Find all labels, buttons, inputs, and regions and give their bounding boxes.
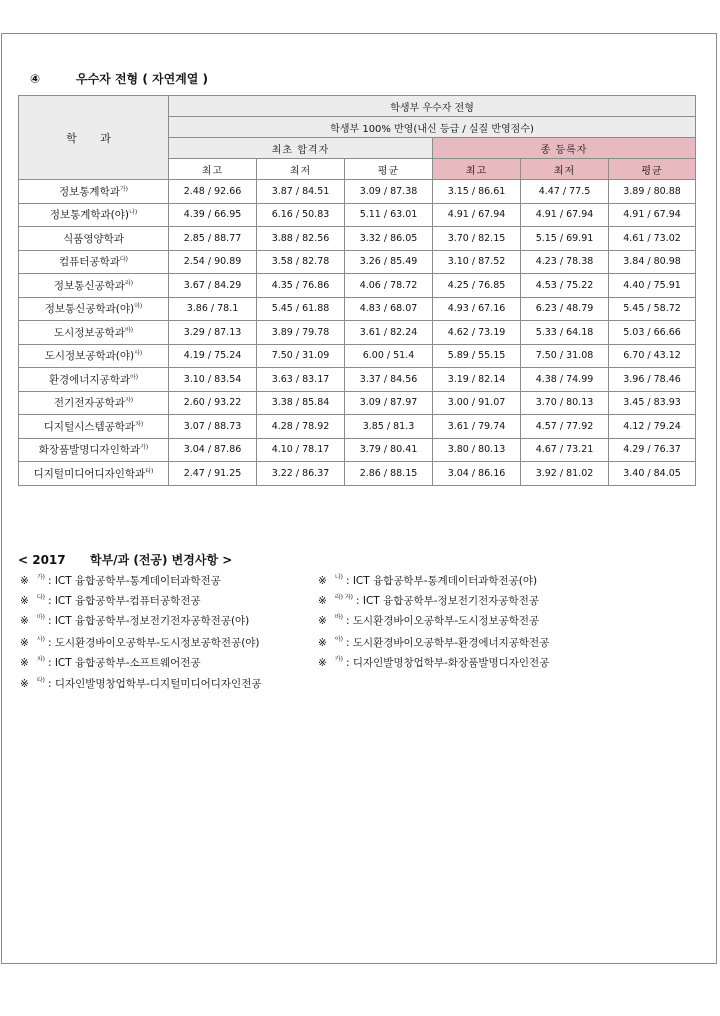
grade-value-cell: 3.70 / 82.15 xyxy=(433,227,521,251)
grade-value-cell: 4.93 / 67.16 xyxy=(433,297,521,321)
dept-name: 컴퓨터공학과 xyxy=(59,256,120,269)
dept-name-cell xyxy=(19,462,169,486)
grade-value-cell: 3.96 / 78.46 xyxy=(609,368,696,392)
grade-value-cell: 2.47 / 91.25 xyxy=(169,462,257,486)
grade-value-cell: 5.45 / 58.72 xyxy=(609,297,696,321)
note-text: : 도시환경바이오공학부-도시정보공학전공 xyxy=(345,615,540,627)
note-item xyxy=(20,572,221,588)
grade-value-cell: 3.45 / 83.93 xyxy=(609,391,696,415)
grade-value-cell: 5.33 / 64.18 xyxy=(521,321,609,345)
grade-value-cell: 5.15 / 69.91 xyxy=(521,227,609,251)
admission-grade-table xyxy=(18,95,696,486)
dept-name: 정보통신공학과(야) xyxy=(44,303,135,316)
table-body xyxy=(19,180,696,486)
note-mark: 바) xyxy=(334,614,343,621)
grade-value-cell: 3.19 / 82.14 xyxy=(433,368,521,392)
note-mark: 다) xyxy=(36,594,45,601)
table-row xyxy=(19,274,696,298)
grade-value-cell: 3.61 / 82.24 xyxy=(345,321,433,345)
grade-value-cell: 4.53 / 75.22 xyxy=(521,274,609,298)
note-item xyxy=(20,654,201,670)
grade-value-cell: 7.50 / 31.09 xyxy=(257,344,345,368)
dept-name: 도시정보공학과 xyxy=(53,326,125,339)
table-row xyxy=(19,227,696,251)
dept-name-cell xyxy=(19,203,169,227)
grade-value-cell: 4.57 / 77.92 xyxy=(521,415,609,439)
grade-value-cell: 4.06 / 78.72 xyxy=(345,274,433,298)
note-mark: 아) xyxy=(334,636,343,643)
grade-value-cell: 3.04 / 87.86 xyxy=(169,438,257,462)
note-text: : ICT 융합공학부-통계데이터과학전공(야) xyxy=(345,575,538,587)
note-text: : ICT 융합공학부-통계데이터과학전공 xyxy=(47,575,221,587)
footnote-mark: 바) xyxy=(124,326,134,334)
note-mark: 사) xyxy=(36,636,45,643)
notes-heading xyxy=(18,551,232,568)
grade-value-cell: 5.45 / 61.88 xyxy=(257,297,345,321)
col-header: 평균 xyxy=(609,159,696,180)
dept-name: 정보통계학과(야) xyxy=(49,209,130,222)
grade-value-cell: 4.91 / 67.94 xyxy=(433,203,521,227)
dept-name: 정보통신공학과 xyxy=(53,279,125,292)
grade-value-cell: 3.09 / 87.97 xyxy=(345,391,433,415)
note-bullet: ※ xyxy=(318,595,327,607)
footnote-mark: 카) xyxy=(140,444,149,452)
note-item xyxy=(318,634,549,650)
grade-value-cell: 3.07 / 88.73 xyxy=(169,415,257,439)
note-text: : 디자인발명창업학부-디지털미디어디자인전공 xyxy=(47,678,262,690)
grade-value-cell: 4.47 / 77.5 xyxy=(521,180,609,204)
grade-value-cell: 2.85 / 88.77 xyxy=(169,227,257,251)
grade-value-cell: 3.80 / 80.13 xyxy=(433,438,521,462)
note-mark: 카) xyxy=(334,656,343,663)
dept-name: 디지털시스템공학과 xyxy=(43,420,136,433)
notes-title: 학부/과 (전공) 변경사항 > xyxy=(90,553,233,567)
note-item xyxy=(318,592,539,608)
note-mark: 마) xyxy=(36,614,45,621)
grade-value-cell: 4.28 / 78.92 xyxy=(257,415,345,439)
dept-name-cell xyxy=(19,368,169,392)
note-bullet: ※ xyxy=(20,678,29,690)
grade-value-cell: 4.83 / 68.07 xyxy=(345,297,433,321)
dept-name-cell xyxy=(19,250,169,274)
note-bullet: ※ xyxy=(20,637,29,649)
grade-value-cell: 3.88 / 82.56 xyxy=(257,227,345,251)
note-text: : ICT 융합공학부-컴퓨터공학전공 xyxy=(47,595,201,607)
dept-name-cell xyxy=(19,344,169,368)
section-title: 우수자 전형 ( 자연계열 ) xyxy=(76,72,209,86)
grade-value-cell: 4.12 / 79.24 xyxy=(609,415,696,439)
table-row xyxy=(19,438,696,462)
grade-value-cell: 3.40 / 84.05 xyxy=(609,462,696,486)
dept-name: 환경에너지공학과 xyxy=(48,373,130,386)
grade-value-cell: 3.00 / 91.07 xyxy=(433,391,521,415)
grade-value-cell: 3.86 / 78.1 xyxy=(169,297,257,321)
grade-value-cell: 4.23 / 78.38 xyxy=(521,250,609,274)
grade-value-cell: 6.00 / 51.4 xyxy=(345,344,433,368)
top-header: 학생부 우수자 전형 xyxy=(169,96,696,117)
grade-value-cell: 3.61 / 79.74 xyxy=(433,415,521,439)
section-heading xyxy=(30,70,208,87)
grade-value-cell: 3.32 / 86.05 xyxy=(345,227,433,251)
grade-value-cell: 2.86 / 88.15 xyxy=(345,462,433,486)
footnote-mark: 사) xyxy=(134,350,143,358)
grade-value-cell: 3.37 / 84.56 xyxy=(345,368,433,392)
grade-value-cell: 4.61 / 73.02 xyxy=(609,227,696,251)
note-bullet: ※ xyxy=(318,657,327,669)
note-bullet: ※ xyxy=(318,615,327,627)
note-item xyxy=(20,592,201,608)
grade-value-cell: 3.26 / 85.49 xyxy=(345,250,433,274)
grade-value-cell: 4.29 / 76.37 xyxy=(609,438,696,462)
grade-value-cell: 3.22 / 86.37 xyxy=(257,462,345,486)
dept-name: 식품영양학과 xyxy=(63,232,124,245)
grade-value-cell: 4.91 / 67.94 xyxy=(521,203,609,227)
col-header: 최저 xyxy=(257,159,345,180)
grade-value-cell: 3.10 / 83.54 xyxy=(169,368,257,392)
table-row xyxy=(19,203,696,227)
grade-value-cell: 3.04 / 86.16 xyxy=(433,462,521,486)
table-row xyxy=(19,391,696,415)
grade-value-cell: 3.87 / 84.51 xyxy=(257,180,345,204)
dept-name-cell xyxy=(19,180,169,204)
dept-name-cell xyxy=(19,415,169,439)
note-bullet: ※ xyxy=(318,637,327,649)
group-final-registered: 종 등록자 xyxy=(433,138,696,159)
grade-value-cell: 3.58 / 82.78 xyxy=(257,250,345,274)
note-mark: 라) 자) xyxy=(334,594,353,601)
note-item xyxy=(318,612,539,628)
footnote-mark: 다) xyxy=(119,256,128,264)
note-item xyxy=(318,572,537,588)
footnote-mark: 차) xyxy=(135,420,144,428)
grade-value-cell: 4.25 / 76.85 xyxy=(433,274,521,298)
grade-value-cell: 2.60 / 93.22 xyxy=(169,391,257,415)
grade-value-cell: 3.63 / 83.17 xyxy=(257,368,345,392)
dept-name-cell xyxy=(19,391,169,415)
note-item xyxy=(20,675,261,691)
grade-value-cell: 4.67 / 73.21 xyxy=(521,438,609,462)
footnote-mark: 가) xyxy=(119,185,128,193)
col-header: 평균 xyxy=(345,159,433,180)
notes-year: < 2017 xyxy=(18,553,66,567)
grade-value-cell: 4.39 / 66.95 xyxy=(169,203,257,227)
grade-value-cell: 3.85 / 81.3 xyxy=(345,415,433,439)
grade-value-cell: 3.29 / 87.13 xyxy=(169,321,257,345)
grade-value-cell: 6.16 / 50.83 xyxy=(257,203,345,227)
grade-value-cell: 3.79 / 80.41 xyxy=(345,438,433,462)
note-bullet: ※ xyxy=(20,575,29,587)
grade-value-cell: 3.38 / 85.84 xyxy=(257,391,345,415)
note-mark: 차) xyxy=(36,656,45,663)
dept-name-cell xyxy=(19,297,169,321)
note-bullet: ※ xyxy=(318,575,327,587)
note-item xyxy=(318,654,549,670)
footnote-mark: 아) xyxy=(130,373,139,381)
note-text: : 디자인발명창업학부-화장품발명디자인전공 xyxy=(345,657,550,669)
grade-value-cell: 6.23 / 48.79 xyxy=(521,297,609,321)
dept-name: 화장품발명디자인학과 xyxy=(38,444,141,457)
grade-value-cell: 5.89 / 55.15 xyxy=(433,344,521,368)
col-header: 최저 xyxy=(521,159,609,180)
dept-name-cell xyxy=(19,274,169,298)
note-text: : 도시환경바이오공학부-환경에너지공학전공 xyxy=(345,637,550,649)
footnote-mark: 마) xyxy=(134,303,143,311)
table-row xyxy=(19,344,696,368)
grade-value-cell: 5.11 / 63.01 xyxy=(345,203,433,227)
grade-value-cell: 4.91 / 67.94 xyxy=(609,203,696,227)
table-row xyxy=(19,250,696,274)
grade-value-cell: 4.19 / 75.24 xyxy=(169,344,257,368)
table-row xyxy=(19,321,696,345)
note-item xyxy=(20,612,249,628)
dept-name: 도시정보공학과(야) xyxy=(44,350,135,363)
grade-value-cell: 7.50 / 31.08 xyxy=(521,344,609,368)
col-header: 최고 xyxy=(433,159,521,180)
note-text: : 도시환경바이오공학부-도시정보공학전공(야) xyxy=(47,637,260,649)
grade-value-cell: 4.38 / 74.99 xyxy=(521,368,609,392)
grade-value-cell: 6.70 / 43.12 xyxy=(609,344,696,368)
grade-value-cell: 3.67 / 84.29 xyxy=(169,274,257,298)
grade-value-cell: 3.84 / 80.98 xyxy=(609,250,696,274)
dept-name: 전기전자공학과 xyxy=(53,397,125,410)
grade-value-cell: 3.70 / 80.13 xyxy=(521,391,609,415)
note-text: : ICT 융합공학부-소프트웨어전공 xyxy=(47,657,201,669)
grade-value-cell: 4.40 / 75.91 xyxy=(609,274,696,298)
table-row xyxy=(19,180,696,204)
dept-name-cell xyxy=(19,227,169,251)
table-row xyxy=(19,462,696,486)
dept-name: 디지털미디어디자인학과 xyxy=(33,467,146,480)
grade-value-cell: 3.09 / 87.38 xyxy=(345,180,433,204)
footnote-mark: 라) xyxy=(124,279,134,287)
grade-value-cell: 3.15 / 86.61 xyxy=(433,180,521,204)
grade-value-cell: 4.35 / 76.86 xyxy=(257,274,345,298)
table-row xyxy=(19,415,696,439)
grade-value-cell: 4.62 / 73.19 xyxy=(433,321,521,345)
note-bullet: ※ xyxy=(20,657,29,669)
grade-value-cell: 3.92 / 81.02 xyxy=(521,462,609,486)
grade-value-cell: 2.54 / 90.89 xyxy=(169,250,257,274)
footnote-mark: 나) xyxy=(129,209,138,217)
table-row xyxy=(19,297,696,321)
dept-name: 정보통계학과 xyxy=(59,185,120,198)
grade-value-cell: 3.89 / 80.88 xyxy=(609,180,696,204)
grade-value-cell: 5.03 / 66.66 xyxy=(609,321,696,345)
grade-value-cell: 3.89 / 79.78 xyxy=(257,321,345,345)
footnote-mark: 타) xyxy=(145,467,154,475)
note-bullet: ※ xyxy=(20,595,29,607)
dept-name-cell xyxy=(19,438,169,462)
note-text: : ICT 융합공학부-정보전기전자공학전공(야) xyxy=(47,615,250,627)
note-mark: 나) xyxy=(334,574,343,581)
sub-header: 학생부 100% 반영(내신 등급 / 실질 반영점수) xyxy=(169,117,696,138)
note-text: : ICT 융합공학부-정보전기전자공학전공 xyxy=(356,595,539,607)
dept-header: 학 과 xyxy=(19,96,169,180)
group-first-admitted: 최초 합격자 xyxy=(169,138,433,159)
note-mark: 타) xyxy=(36,677,45,684)
grade-value-cell: 2.48 / 92.66 xyxy=(169,180,257,204)
note-item xyxy=(20,634,260,650)
note-bullet: ※ xyxy=(20,615,29,627)
footnote-mark: 자) xyxy=(124,397,134,405)
dept-name-cell xyxy=(19,321,169,345)
col-header: 최고 xyxy=(169,159,257,180)
grade-value-cell: 3.10 / 87.52 xyxy=(433,250,521,274)
section-number: ④ xyxy=(30,72,41,86)
note-mark: 가) xyxy=(36,574,45,581)
table-row xyxy=(19,368,696,392)
grade-value-cell: 4.10 / 78.17 xyxy=(257,438,345,462)
